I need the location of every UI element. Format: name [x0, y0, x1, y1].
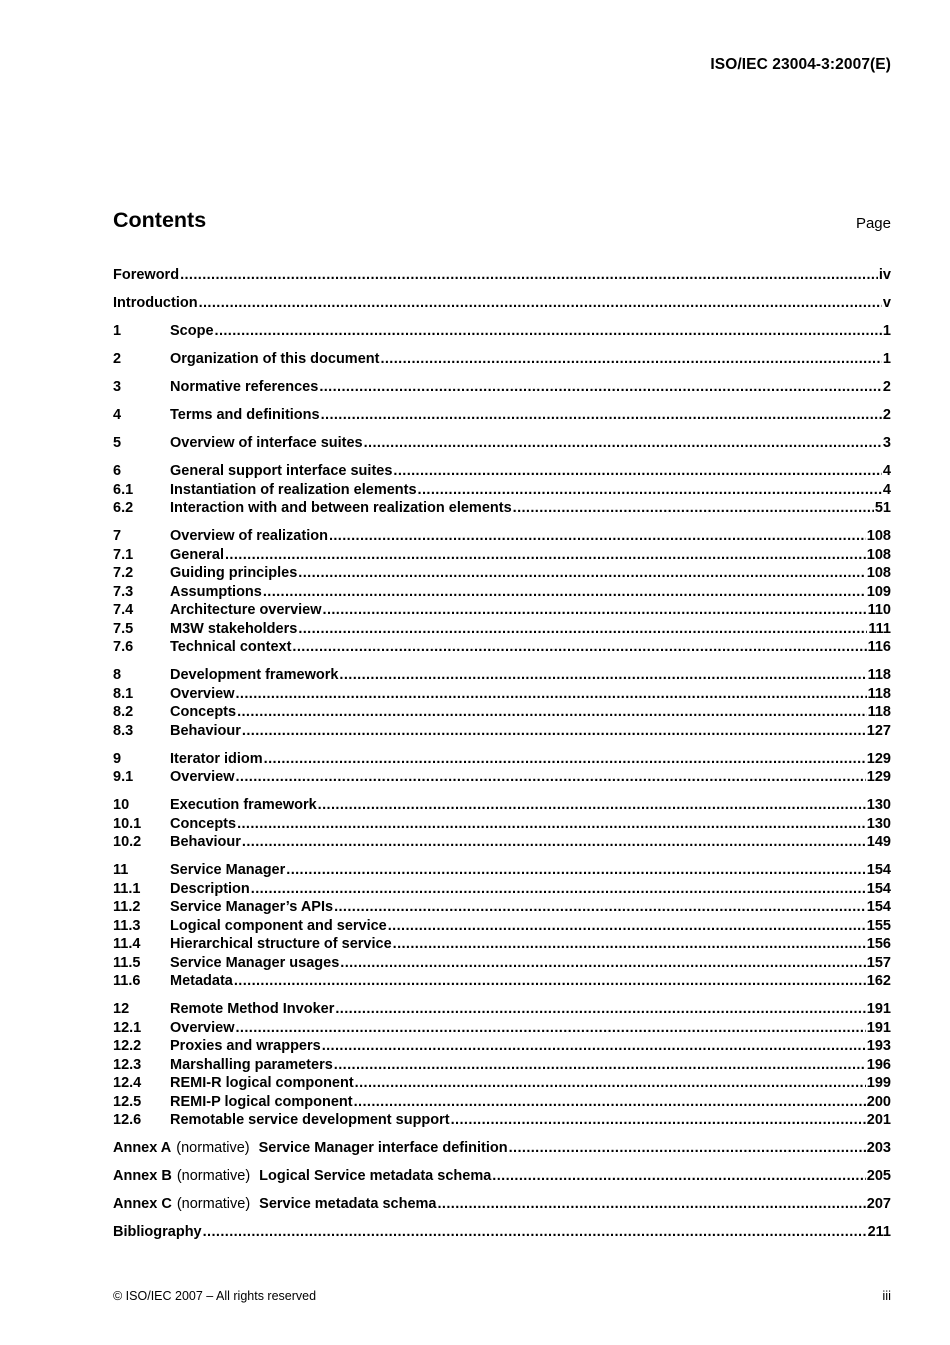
toc-entry-title: Scope	[170, 323, 214, 339]
toc-entry-title: M3W stakeholders	[170, 620, 298, 637]
toc-annex-entry[interactable]	[113, 1195, 891, 1214]
toc-entry-number: 8	[113, 667, 122, 683]
toc-entry-page: 51	[874, 500, 891, 516]
bibliography-page: 211	[867, 1224, 891, 1240]
toc-entry[interactable]	[113, 954, 891, 973]
toc-dot-leader	[298, 564, 866, 583]
table-of-contents	[113, 266, 891, 1242]
page-column-label: Page	[855, 215, 891, 232]
toc-entry[interactable]	[113, 406, 891, 425]
toc-dot-leader	[203, 1223, 867, 1242]
toc-entry-page: 111	[868, 620, 891, 637]
toc-entry-page: v	[882, 295, 891, 311]
toc-entry-number: 6	[113, 463, 122, 479]
toc-entry[interactable]	[113, 703, 891, 722]
annex-type: (normative)	[176, 1168, 251, 1184]
toc-entry-title: Development framework	[170, 667, 339, 683]
toc-dot-leader	[319, 378, 882, 397]
toc-entry[interactable]	[113, 750, 891, 769]
toc-entry-number: 11.3	[113, 917, 141, 934]
toc-dot-leader	[286, 861, 866, 880]
toc-entry-page: iv	[878, 267, 891, 283]
toc-entry[interactable]	[113, 322, 891, 341]
toc-entry-page: 154	[866, 880, 891, 897]
toc-entry-number: 11.5	[113, 954, 141, 971]
toc-entry-page: 2	[882, 407, 891, 423]
toc-entry[interactable]	[113, 1093, 891, 1112]
toc-entry[interactable]	[113, 972, 891, 991]
toc-entry[interactable]	[113, 1074, 891, 1093]
toc-entry[interactable]	[113, 266, 891, 285]
toc-dot-leader	[418, 481, 882, 500]
toc-entry[interactable]	[113, 499, 891, 518]
toc-entry-page: 162	[866, 973, 891, 989]
toc-entry-title: Logical component and service	[170, 917, 387, 934]
toc-entry-title: Foreword	[113, 267, 180, 283]
toc-entry-number: 2	[113, 351, 122, 367]
toc-entry-title: General	[170, 546, 224, 563]
toc-dot-leader	[513, 499, 874, 518]
toc-annex-entry[interactable]	[113, 1139, 891, 1158]
toc-dot-leader	[339, 666, 866, 685]
toc-entry-page: 108	[866, 565, 891, 581]
toc-entry-number: 12.3	[113, 1056, 142, 1073]
toc-entry-number: 5	[113, 435, 122, 451]
toc-entry-page: 157	[866, 954, 891, 971]
toc-entry-number: 11.4	[113, 936, 141, 952]
toc-entry-title: Overview of interface suites	[170, 435, 363, 451]
toc-entry-title: Instantiation of realization elements	[170, 481, 417, 498]
toc-entry[interactable]	[113, 1037, 891, 1056]
toc-entry[interactable]	[113, 638, 891, 657]
toc-entry-page: 130	[866, 797, 891, 813]
toc-entry-title: Technical context	[170, 639, 292, 655]
toc-entry-number: 4	[113, 407, 122, 423]
toc-entry[interactable]	[113, 833, 891, 852]
toc-entry-number: 12	[113, 1001, 130, 1017]
toc-dot-leader	[323, 601, 867, 620]
toc-dot-leader	[334, 1056, 866, 1075]
toc-entry-title: Remote Method Invoker	[170, 1001, 335, 1017]
toc-dot-leader	[292, 638, 866, 657]
toc-dot-leader	[318, 796, 866, 815]
toc-entry-number: 7.4	[113, 602, 134, 618]
toc-entry-page: 118	[867, 685, 891, 702]
toc-dot-leader	[236, 1019, 866, 1038]
toc-entry-number: 11.6	[113, 973, 141, 989]
toc-dot-leader	[451, 1111, 866, 1130]
toc-dot-leader	[354, 1093, 866, 1112]
toc-entry[interactable]	[113, 583, 891, 602]
toc-entry-title: Service Manager’s APIs	[170, 899, 334, 915]
annex-title: Service metadata schema	[259, 1196, 437, 1212]
toc-entry-title: Metadata	[170, 973, 233, 989]
toc-entry[interactable]	[113, 768, 891, 787]
toc-dot-leader	[215, 322, 882, 341]
annex-page: 205	[866, 1168, 891, 1184]
toc-entry-title: Architecture overview	[170, 602, 322, 618]
toc-entry-number: 9.1	[113, 769, 134, 785]
toc-entry-number: 11.2	[113, 899, 141, 915]
toc-entry-title: REMI-P logical component	[170, 1093, 353, 1110]
toc-dot-leader	[263, 583, 866, 602]
annex-page: 203	[866, 1140, 891, 1156]
toc-dot-leader	[355, 1074, 866, 1093]
toc-entry-number: 9	[113, 750, 122, 767]
toc-entry-title: Description	[170, 880, 250, 897]
toc-entry-title: Concepts	[170, 815, 237, 832]
toc-dot-leader	[225, 546, 866, 565]
toc-entry[interactable]	[113, 564, 891, 583]
page-title: Contents	[113, 208, 207, 232]
toc-dot-leader	[199, 294, 882, 313]
toc-entry[interactable]	[113, 434, 891, 453]
toc-entry-title: Behaviour	[170, 834, 241, 850]
toc-dot-leader	[251, 880, 866, 899]
toc-dot-leader	[380, 350, 881, 369]
toc-entry-page: 199	[866, 1075, 891, 1091]
toc-entry-number: 3	[113, 379, 122, 395]
toc-entry-page: 110	[867, 602, 891, 618]
toc-entry-number: 7.3	[113, 583, 134, 600]
toc-dot-leader	[393, 462, 882, 481]
toc-entry-page: 127	[866, 722, 891, 739]
toc-entry-number: 7.5	[113, 620, 134, 637]
toc-entry-page: 3	[882, 435, 891, 451]
toc-entry[interactable]	[113, 815, 891, 834]
toc-dot-leader	[335, 1000, 865, 1019]
toc-entry-number: 12.5	[113, 1093, 142, 1110]
toc-entry-title: Marshalling parameters	[170, 1056, 333, 1073]
toc-entry-number: 7	[113, 528, 122, 544]
toc-dot-leader	[237, 703, 867, 722]
toc-entry-page: 4	[882, 481, 891, 498]
toc-entry-title: Iterator idiom	[170, 750, 263, 767]
toc-entry-number: 12.6	[113, 1112, 142, 1128]
toc-entry-page: 196	[866, 1056, 891, 1073]
toc-entry-title: Overview	[170, 769, 235, 785]
toc-dot-leader	[340, 954, 866, 973]
copyright-notice: © ISO/IEC 2007 – All rights reserved	[113, 1289, 317, 1303]
toc-dot-leader	[264, 750, 866, 769]
toc-entry-page: 155	[866, 917, 891, 934]
toc-entry-title: Service Manager usages	[170, 954, 340, 971]
annex-type: (normative)	[176, 1196, 251, 1212]
toc-dot-leader	[364, 434, 882, 453]
toc-annex-entry[interactable]	[113, 1167, 891, 1186]
toc-entry-page: 154	[866, 899, 891, 915]
toc-entry-page: 109	[866, 583, 891, 600]
toc-entry[interactable]	[113, 1111, 891, 1130]
toc-dot-leader	[334, 898, 866, 917]
toc-entry-number: 7.1	[113, 546, 134, 563]
toc-entry-number: 12.1	[113, 1019, 142, 1036]
toc-entry-page: 4	[882, 463, 891, 479]
toc-dot-leader	[329, 527, 866, 546]
toc-entry-page: 108	[866, 546, 891, 563]
toc-entry[interactable]	[113, 685, 891, 704]
toc-entry[interactable]	[113, 1000, 891, 1019]
toc-entry[interactable]	[113, 1056, 891, 1075]
toc-entry-page: 2	[882, 379, 891, 395]
toc-entry[interactable]	[113, 462, 891, 481]
toc-entry-page: 201	[866, 1112, 891, 1128]
toc-entry-number: 12.4	[113, 1075, 142, 1091]
toc-entry-page: 118	[867, 704, 891, 720]
toc-entry[interactable]	[113, 722, 891, 741]
toc-entry-number: 10.1	[113, 815, 142, 832]
toc-dot-leader	[236, 768, 866, 787]
toc-dot-leader	[242, 722, 866, 741]
toc-entry-title: Interaction with and between realization elements	[170, 500, 512, 516]
toc-dot-leader	[234, 972, 866, 991]
toc-entry-title: Organization of this document	[170, 351, 380, 367]
toc-entry[interactable]	[113, 620, 891, 639]
toc-dot-leader	[236, 685, 867, 704]
toc-entry-title: Normative references	[170, 379, 319, 395]
annex-type: (normative)	[176, 1140, 250, 1156]
toc-entry-number: 7.6	[113, 639, 134, 655]
toc-entry[interactable]	[113, 527, 891, 546]
toc-entry[interactable]	[113, 917, 891, 936]
toc-entry-title: Overview	[170, 1019, 235, 1036]
toc-entry-title: Execution framework	[170, 797, 317, 813]
toc-entry-page: 193	[866, 1038, 891, 1054]
toc-dot-leader	[393, 935, 866, 954]
toc-dot-leader	[437, 1195, 865, 1214]
annex-id: Annex B	[113, 1168, 172, 1184]
toc-entry-number: 11.1	[113, 880, 141, 897]
toc-entry-page: 154	[866, 862, 891, 878]
annex-id: Annex C	[113, 1196, 172, 1212]
toc-dot-leader	[322, 1037, 866, 1056]
toc-entry[interactable]	[113, 546, 891, 565]
toc-entry-page: 191	[866, 1001, 891, 1017]
annex-id: Annex A	[113, 1140, 172, 1156]
bibliography-title: Bibliography	[113, 1224, 202, 1240]
toc-dot-leader	[509, 1139, 866, 1158]
toc-entry-title: Concepts	[170, 704, 237, 720]
toc-entry-page: 118	[867, 667, 891, 683]
toc-entry-number: 7.2	[113, 565, 134, 581]
toc-entry-number: 10.2	[113, 834, 142, 850]
toc-entry-page: 191	[866, 1019, 891, 1036]
toc-entry[interactable]	[113, 481, 891, 500]
toc-entry-title: Assumptions	[170, 583, 262, 600]
toc-entry[interactable]	[113, 601, 891, 620]
toc-entry-number: 11	[113, 862, 129, 878]
annex-title: Logical Service metadata schema	[259, 1168, 492, 1184]
toc-entry-title: Overview	[170, 685, 235, 702]
page-number: iii	[882, 1288, 891, 1303]
document-id: ISO/IEC 23004-3:2007(E)	[710, 56, 891, 73]
toc-bibliography-entry[interactable]	[113, 1223, 891, 1242]
toc-entry[interactable]	[113, 861, 891, 880]
toc-entry-title: Introduction	[113, 295, 198, 311]
toc-entry[interactable]	[113, 935, 891, 954]
toc-entry-title: Hierarchical structure of service	[170, 936, 392, 952]
toc-entry-page: 1	[882, 351, 891, 367]
toc-entry-number: 6.1	[113, 481, 134, 498]
toc-dot-leader	[321, 406, 882, 425]
toc-entry-title: Proxies and wrappers	[170, 1038, 321, 1054]
toc-entry-title: Guiding principles	[170, 565, 298, 581]
toc-entry[interactable]	[113, 796, 891, 815]
toc-entry-number: 8.1	[113, 685, 134, 702]
toc-entry-number: 8.2	[113, 704, 134, 720]
toc-dot-leader	[180, 266, 878, 285]
toc-entry-number: 6.2	[113, 500, 134, 516]
toc-entry-title: Overview of realization	[170, 528, 328, 544]
toc-dot-leader	[298, 620, 867, 639]
toc-entry-page: 149	[866, 834, 891, 850]
toc-entry[interactable]	[113, 350, 891, 369]
toc-entry-page: 108	[866, 528, 891, 544]
toc-entry-title: General support interface suites	[170, 463, 393, 479]
toc-entry[interactable]	[113, 294, 891, 313]
toc-entry-number: 12.2	[113, 1038, 142, 1054]
toc-dot-leader	[237, 815, 866, 834]
toc-dot-leader	[388, 917, 866, 936]
toc-entry-title: Terms and definitions	[170, 407, 320, 423]
toc-entry-title: Behaviour	[170, 722, 241, 739]
toc-entry-page: 156	[866, 936, 891, 952]
toc-entry[interactable]	[113, 898, 891, 917]
toc-dot-leader	[492, 1167, 866, 1186]
toc-entry[interactable]	[113, 378, 891, 397]
toc-dot-leader	[242, 833, 866, 852]
toc-entry-page: 200	[866, 1093, 891, 1110]
toc-entry-title: REMI-R logical component	[170, 1075, 354, 1091]
toc-entry[interactable]	[113, 880, 891, 899]
toc-entry-title: Remotable service development support	[170, 1112, 450, 1128]
toc-entry-page: 129	[866, 769, 891, 785]
toc-entry[interactable]	[113, 1019, 891, 1038]
annex-page: 207	[866, 1196, 891, 1212]
toc-entry-title: Service Manager	[170, 862, 286, 878]
annex-title: Service Manager interface definition	[258, 1140, 508, 1156]
toc-entry-page: 129	[866, 750, 891, 767]
toc-entry-page: 1	[882, 323, 891, 339]
toc-entry-page: 116	[867, 639, 891, 655]
toc-entry[interactable]	[113, 666, 891, 685]
toc-entry-page: 130	[866, 815, 891, 832]
toc-entry-number: 1	[113, 323, 122, 339]
toc-entry-number: 8.3	[113, 722, 134, 739]
toc-entry-number: 10	[113, 797, 130, 813]
